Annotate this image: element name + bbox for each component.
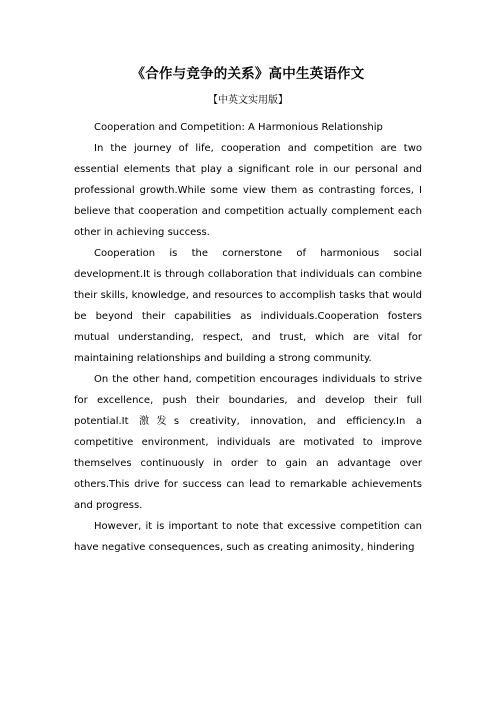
document-subtitle: 【中英文实用版】 xyxy=(208,95,288,106)
document-title: 《合作与竞争的关系》高中生英语作文 xyxy=(131,66,365,82)
essay-title: Cooperation and Competition: A Harmonious Relationship xyxy=(94,122,383,133)
essay-paragraph-3: On the other hand, competition encourages individuals to strive for excellence, push their boundaries, and develop their full potential.It 激发s creativity, innovation, and efficiency.In a competitive environment, individuals are motivated to improve themselves continuously in order to gain an advantage over others.This drive for success can lead to remarkable achievements and progress. xyxy=(74,374,422,511)
essay-paragraph-2: Cooperation is the cornerstone of harmonious social development.It is through collaboration that individuals can combine their skills, knowledge, and resources to accomplish tasks that would be beyond their capabilities as individuals.Cooperation fosters mutual understanding, respect, and trust, which are vital for maintaining relationships and building a strong community. xyxy=(74,248,422,364)
essay-body xyxy=(74,117,422,558)
essay-paragraph-4: However, it is important to note that excessive competition can have negative consequences, such as creating animosity, hindering xyxy=(74,521,422,553)
essay-paragraph-1: In the journey of life, cooperation and competition are two essential elements that play a significant role in our personal and professional growth.While some view them as contrasting forces, I believe that cooperation and competition actually complement each other in achieving success. xyxy=(74,143,422,238)
